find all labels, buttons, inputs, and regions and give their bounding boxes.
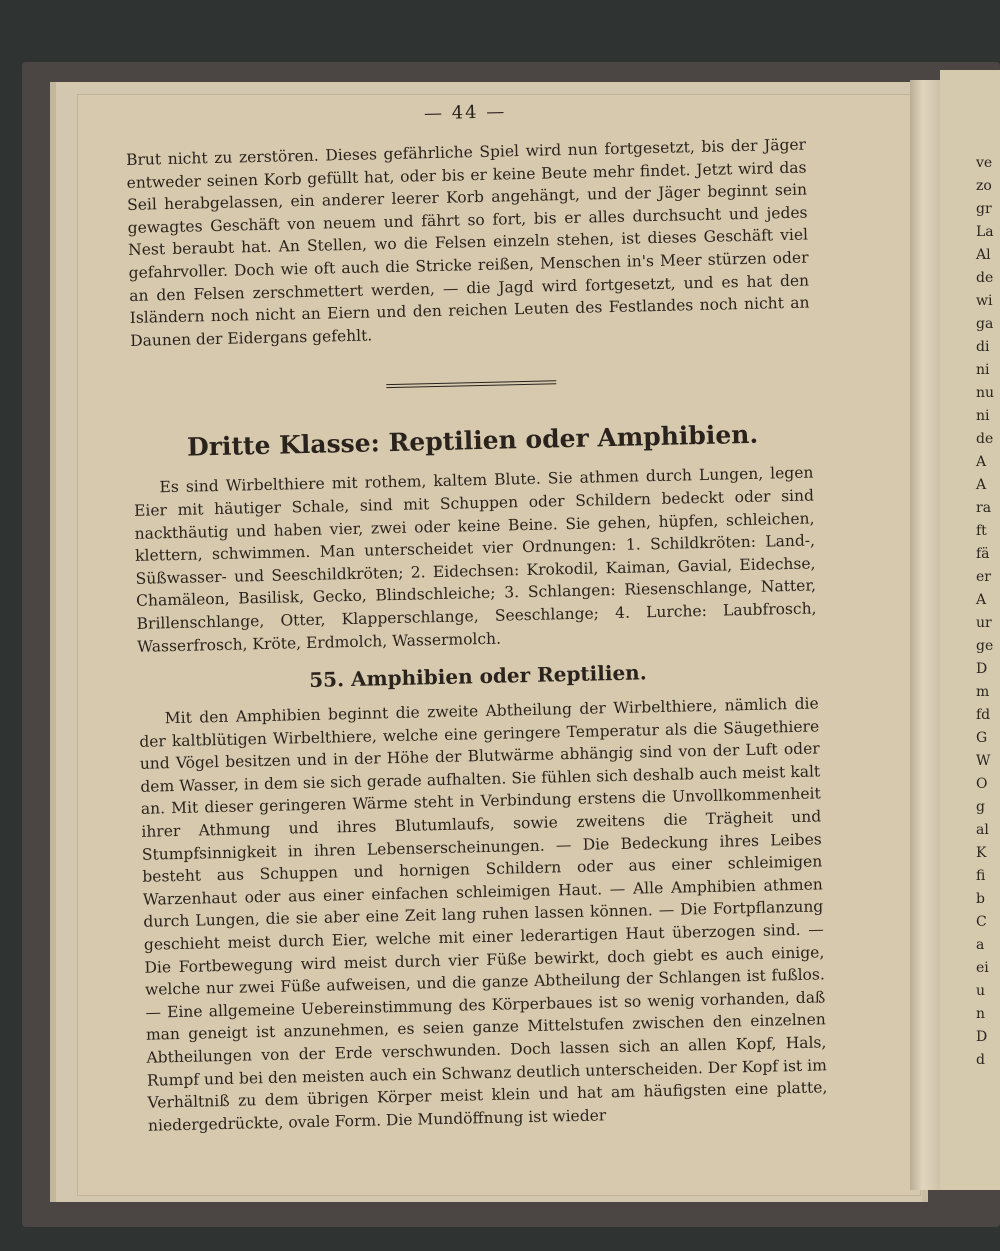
next-page-fragment: ei	[976, 960, 989, 976]
next-page-fragment: ft	[976, 523, 987, 539]
next-page-fragment: ra	[976, 500, 992, 516]
class-heading: Dritte Klasse: Reptilien oder Amphibien.	[186, 420, 759, 463]
next-page-fragment: gr	[976, 201, 992, 217]
next-page-fragment: fd	[976, 707, 991, 723]
next-page-fragment: W	[976, 753, 991, 769]
next-page-fragment: wi	[976, 293, 993, 309]
section-divider	[386, 381, 556, 389]
next-page-fragment: A	[976, 592, 987, 608]
next-page-fragment: ve	[976, 155, 993, 171]
next-page-fragment: Al	[976, 247, 991, 263]
next-page-fragment: G	[976, 730, 988, 746]
section-heading: 55. Amphibien oder Reptilien.	[308, 660, 647, 693]
next-page-fragment: A	[976, 477, 987, 493]
next-page-fragment: D	[976, 661, 988, 677]
next-page-fragment: ni	[976, 362, 990, 378]
next-page-fragment: b	[976, 891, 985, 907]
next-page-fragment: fi	[976, 868, 986, 884]
next-page-fragment: D	[976, 1029, 988, 1045]
next-page-fragment: ni	[976, 408, 990, 424]
next-page-fragment: de	[976, 270, 994, 286]
page-number: — 44 —	[423, 101, 507, 125]
next-page-fragment: C	[976, 914, 987, 930]
next-page-fragment: fä	[976, 546, 990, 562]
next-page-fragment: zo	[976, 178, 992, 194]
next-page-fragment: n	[976, 1006, 986, 1022]
next-page-fragment: g	[976, 799, 985, 815]
next-page-fragment: a	[976, 937, 985, 953]
next-page-fragment: de	[976, 431, 994, 447]
next-page-fragment: K	[976, 845, 987, 861]
section-paragraph: Mit den Amphibien beginnt die zweite Abtheilung der Wirbelthiere, nämlich die der kaltblütigen Wirbelthiere, welche eine geringere Temperatur als die Säugethiere und Vögel besitzen und in der Höhe der Blutwärme abhängig sind von der Luft oder dem Wasser, in dem sie sich gerade aufhalten. Sie fühlen sich deshalb auch meist kalt an. Mit dieser geringeren Wärme steht in Verbindung erstens die Unvollkommenheit ihrer Athmung und ihres Blutumlaufs, sowie zweitens die Trägheit und Stumpfsinnigkeit in ihren Lebenserscheinungen. — Die Bedeckung ihres Leibes besteht aus Schuppen und hornigen Schildern oder aus einer schleimigen Warzenhaut oder aus einer einfachen schleimigen Haut. — Alle Amphibien athmen durch Lungen, die sie aber eine Zeit lang ruhen lassen können. — Die Fortpflanzung geschieht meist durch Eier, welche mit einer lederartigen Haut überzogen sind. — Die Fortbewegung wird meist durch vier Füße bewirkt, doch giebt es auch einige, welche nur zwei Füße aufweisen, und die ganze Abtheilung der Schlangen ist fußlos. — Eine allgemeine Uebereinstimmung des Körperbaues ist so wenig vorhanden, daß man geneigt ist anzunehmen, es seien ganze Mittelstufen zwischen den einzelnen Abtheilungen von der Erde verschwunden. Doch lassen sich an allen Kopf, Hals, Rumpf und bei den meisten auch ein Schwanz deutlich unterscheiden. Der Kopf ist im Verhältniß zu dem übrigen Körper meist klein und hat am häufigsten eine platte, niedergedrückte, ovale Form. Die Mundöffnung ist wieder	[139, 694, 828, 1135]
next-page-fragment: al	[976, 822, 989, 838]
next-page-fragment: nu	[976, 385, 995, 401]
next-page-fragment: O	[976, 776, 988, 792]
next-page-fragment: A	[976, 454, 987, 470]
next-page-edge	[940, 70, 1000, 1190]
next-page-fragment: u	[976, 983, 986, 999]
next-page-fragment: di	[976, 339, 990, 355]
book-gutter	[910, 80, 942, 1190]
next-page-fragment: er	[976, 569, 991, 585]
next-page-fragment: La	[976, 224, 994, 240]
next-page-fragment: m	[976, 684, 990, 700]
next-page-fragment: d	[976, 1052, 985, 1068]
class-paragraph: Es sind Wirbelthiere mit rothem, kaltem Blute. Sie athmen durch Lungen, legen Eier mit häutiger Schale, sind mit Schuppen oder Schildern bedeckt oder sind nackthäutig und haben vier, zwei oder keine Beine. Sie gehen, hüpfen, schleichen, klettern, schwimmen. Man unterscheidet vier Ordnungen: 1. Schildkröten: Land-, Süßwasser- und Seeschildkröten; 2. Eidechsen: Krokodil, Kaiman, Gavial, Eidechse, Chamäleon, Basilisk, Gecko, Blindschleiche; 3. Schlangen: Riesenschlange, Natter, Brillenschlange, Otter, Klapperschlange, Seeschlange; 4. Lurche: Laubfrosch, Wasserfrosch, Kröte, Erdmolch, Wassermolch.	[133, 463, 817, 656]
page-content	[125, 95, 828, 1138]
next-page-fragment: ur	[976, 615, 992, 631]
next-page-fragment: ga	[976, 316, 994, 332]
next-page-fragment: ge	[976, 638, 994, 654]
intro-paragraph: Brut nicht zu zerstören. Dieses gefährliche Spiel wird nun fortgesetzt, bis der Jäger entweder seinen Korb gefüllt hat, oder bis er keine Beute mehr findet. Jetzt wird das Seil herabgelassen, ein anderer leerer Korb angehängt, und der Jäger beginnt sein gewagtes Geschäft von neuem und fährt so fort, bis er alles durchsucht und jedes Nest beraubt hat. An Stellen, wo die Felsen einzeln stehen, ist dieses Geschäft viel gefahrvoller. Doch wie oft auch die Stricke reißen, Menschen in's Meer stürzen oder an den Felsen zerschmettert werden, — die Jagd wird fortgesetzt, und es hat den Isländern noch nicht an Eiern und den reichen Leuten des Festlandes noch nicht an Daunen der Eidergans gefehlt.	[125, 135, 810, 350]
